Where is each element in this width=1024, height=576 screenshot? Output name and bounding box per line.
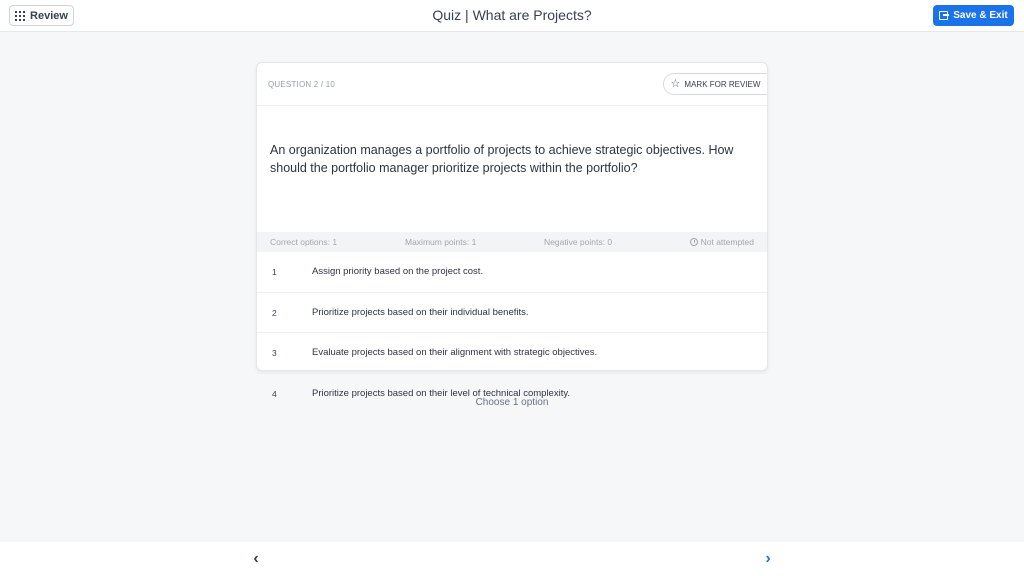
option-1[interactable] (257, 252, 767, 293)
review-label: Review (30, 9, 68, 22)
option-number: 3 (272, 348, 277, 358)
question-text: An organization manages a portfolio of projects to achieve strategic objectives. How should the portfolio manager prioritize projects within the portfolio? (270, 143, 734, 175)
clock-icon (690, 238, 698, 246)
star-icon: ☆ (670, 77, 681, 90)
option-3[interactable] (257, 333, 767, 374)
top-bar (0, 0, 1024, 32)
page-title: Quiz | What are Projects? (432, 7, 592, 23)
attempt-status-label: Not attempted (700, 237, 754, 247)
option-text: Prioritize projects based on their level of technical complexity. (312, 387, 571, 399)
maximum-points: Maximum points: 1 (405, 237, 477, 247)
chevron-left-icon[interactable]: ‹ (253, 550, 259, 567)
save-exit-button[interactable] (933, 5, 1014, 26)
chevron-right-icon[interactable]: › (765, 550, 771, 567)
question-card (256, 62, 768, 399)
attempt-status (690, 237, 754, 247)
option-text: Evaluate projects based on their alignment with strategic objectives. (312, 347, 598, 358)
option-number: 2 (272, 307, 277, 318)
option-text: Prioritize projects based on their individual benefits. (312, 306, 529, 318)
mark-for-review-label: MARK FOR REVIEW (684, 79, 761, 89)
correct-options: Correct options: 1 (270, 237, 338, 247)
question-meta (257, 232, 767, 252)
option-2[interactable] (257, 293, 767, 334)
question-counter: QUESTION 2 / 10 (268, 80, 336, 89)
option-number: 4 (272, 388, 277, 399)
exit-icon (939, 11, 948, 20)
save-exit-label: Save & Exit (953, 10, 1008, 21)
option-number: 1 (272, 267, 277, 277)
negative-points: Negative points: 0 (544, 237, 613, 247)
card-header (257, 63, 767, 106)
footer-nav (0, 542, 1024, 576)
choose-hint: Choose 1 option (475, 397, 549, 408)
options-list (257, 252, 767, 414)
mark-for-review-button[interactable] (663, 73, 767, 95)
option-text: Assign priority based on the project cost. (312, 266, 484, 277)
